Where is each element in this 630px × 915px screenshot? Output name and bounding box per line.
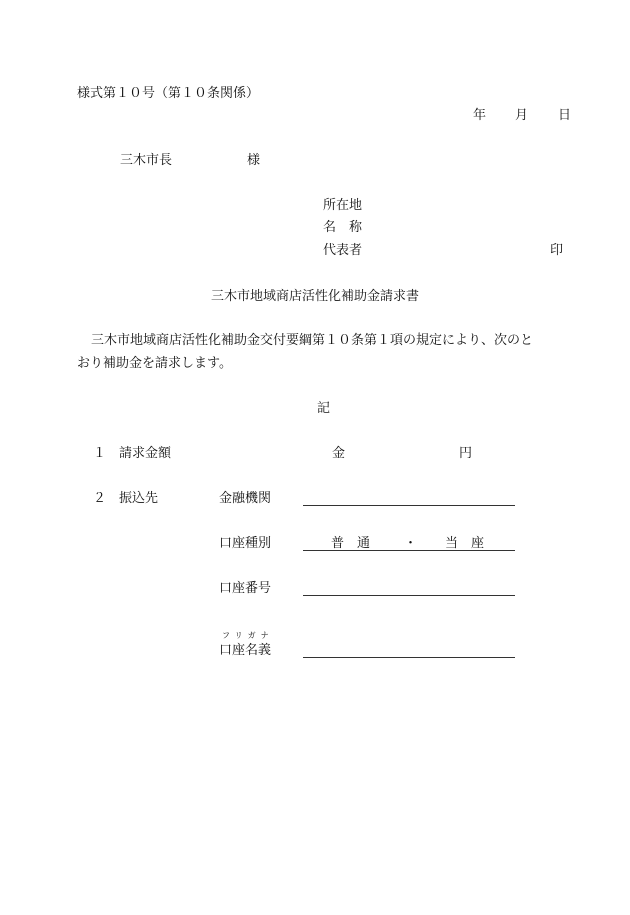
bank-label: 金融機関 [219,491,272,506]
body-line-2: おり補助金を請求します。 [77,356,232,371]
account-type-underline [303,550,515,551]
account-type-label: 口座種別 [219,536,272,551]
date-year: 年 [473,108,487,123]
date-day: 日 [558,108,572,123]
account-type-dot: ・ [404,536,418,551]
bank-field[interactable] [303,505,515,506]
account-type-toza[interactable]: 当 座 [445,536,485,551]
ki-heading: 記 [317,401,331,416]
item1-number: １ [93,446,107,461]
account-number-field[interactable] [303,595,515,596]
form-number: 様式第１０号（第１０条関係） [77,86,260,101]
address-label: 所在地 [323,198,363,213]
body-line-1: 三木市地域商店活性化補助金交付要綱第１０条第１項の規定により、次のと [91,333,534,348]
seal-mark: 印 [550,243,564,258]
account-number-label: 口座番号 [219,581,272,596]
item1-yen: 円 [459,446,473,461]
account-holder-label: 口座名義 [219,643,272,658]
item2-number: ２ [93,491,107,506]
item1-label: 請求金額 [119,446,172,461]
addressee-honorific: 様 [247,153,261,168]
name-label: 名 称 [323,220,363,235]
representative-label: 代表者 [323,243,363,258]
item1-kin: 金 [332,446,346,461]
document-title: 三木市地域商店活性化補助金請求書 [211,289,420,304]
item2-label: 振込先 [119,491,159,506]
addressee-name: 三木市長 [120,153,173,168]
furigana-label: フリガナ [222,631,274,640]
account-type-futsu[interactable]: 普 通 [331,536,371,551]
account-holder-field[interactable] [303,657,515,658]
date-month: 月 [515,108,529,123]
